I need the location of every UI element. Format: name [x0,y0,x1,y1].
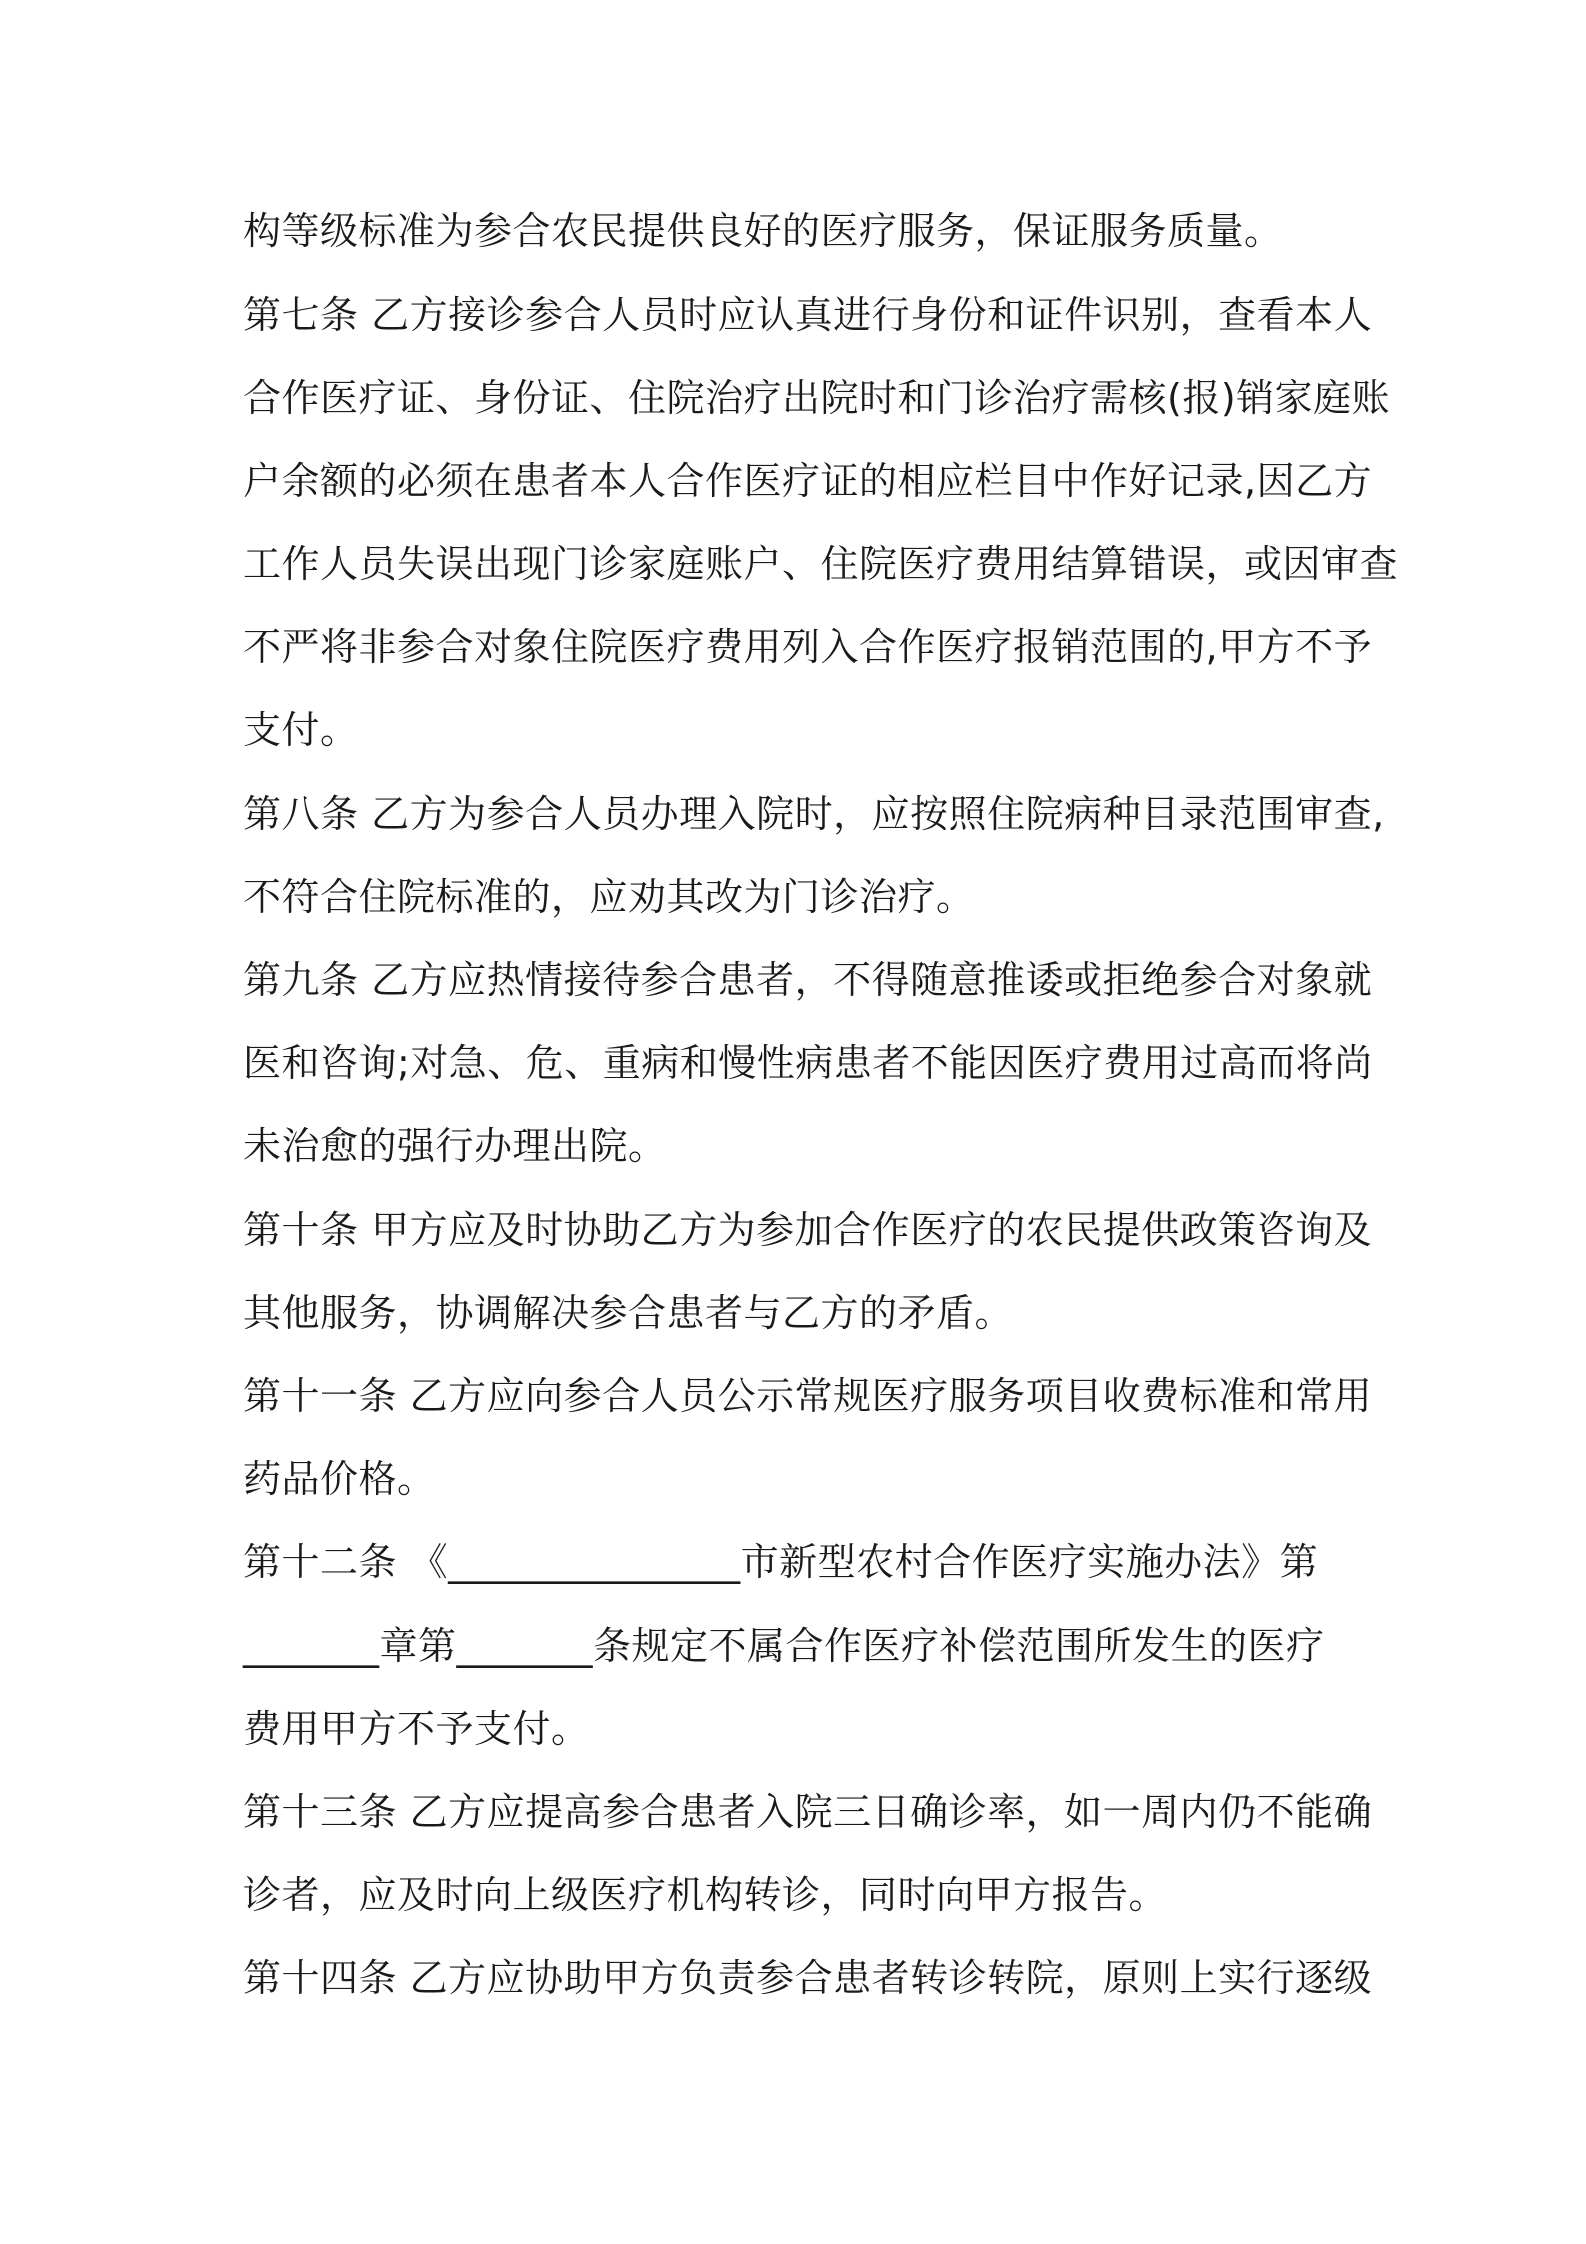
text-line: 药品价格。 [243,1457,436,1501]
article-8-line: 第八条 乙方为参合人员办理入院时，应按照住院病种目录范围审查, [243,792,1385,836]
text-line: _______章第_______条规定不属合作医疗补偿范围所发生的医疗 [243,1624,1325,1668]
article-7-line: 第七条 乙方接诊参合人员时应认真进行身份和证件识别，查看本人 [243,293,1373,337]
text-line: 支付。 [243,708,359,752]
text-line: 构等级标准为参合农民提供良好的医疗服务，保证服务质量。 [243,209,1283,253]
article-14-line: 第十四条 乙方应协助甲方负责参合患者转诊转院，原则上实行逐级 [243,1956,1373,2000]
text-line: 不严将非参合对象住院医疗费用列入合作医疗报销范围的,甲方不予 [243,625,1373,669]
article-11-line: 第十一条 乙方应向参合人员公示常规医疗服务项目收费标准和常用 [243,1374,1373,1418]
text-line: 医和咨询;对急、危、重病和慢性病患者不能因医疗费用过高而将尚 [243,1041,1373,1085]
text-line: 户余额的必须在患者本人合作医疗证的相应栏目中作好记录,因乙方 [243,459,1373,503]
text-line: 不符合住院标准的，应劝其改为门诊治疗。 [243,875,975,919]
text-line: 费用甲方不予支付。 [243,1707,590,1751]
article-10-line: 第十条 甲方应及时协助乙方为参加合作医疗的农民提供政策咨询及 [243,1208,1373,1252]
article-12-line: 第十二条 《_______________市新型农村合作医疗实施办法》第 [243,1540,1319,1584]
text-line: 诊者，应及时向上级医疗机构转诊，同时向甲方报告。 [243,1873,1168,1917]
text-line: 其他服务，协调解决参合患者与乙方的矛盾。 [243,1291,1014,1335]
text-line: 合作医疗证、身份证、住院治疗出院时和门诊治疗需核(报)销家庭账 [243,376,1391,420]
article-13-line: 第十三条 乙方应提高参合患者入院三日确诊率，如一周内仍不能确 [243,1790,1373,1834]
text-line: 未治愈的强行办理出院。 [243,1124,667,1168]
article-9-line: 第九条 乙方应热情接待参合患者，不得随意推诿或拒绝参合对象就 [243,958,1373,1002]
text-line: 工作人员失误出现门诊家庭账户、住院医疗费用结算错误，或因审查 [243,542,1399,586]
